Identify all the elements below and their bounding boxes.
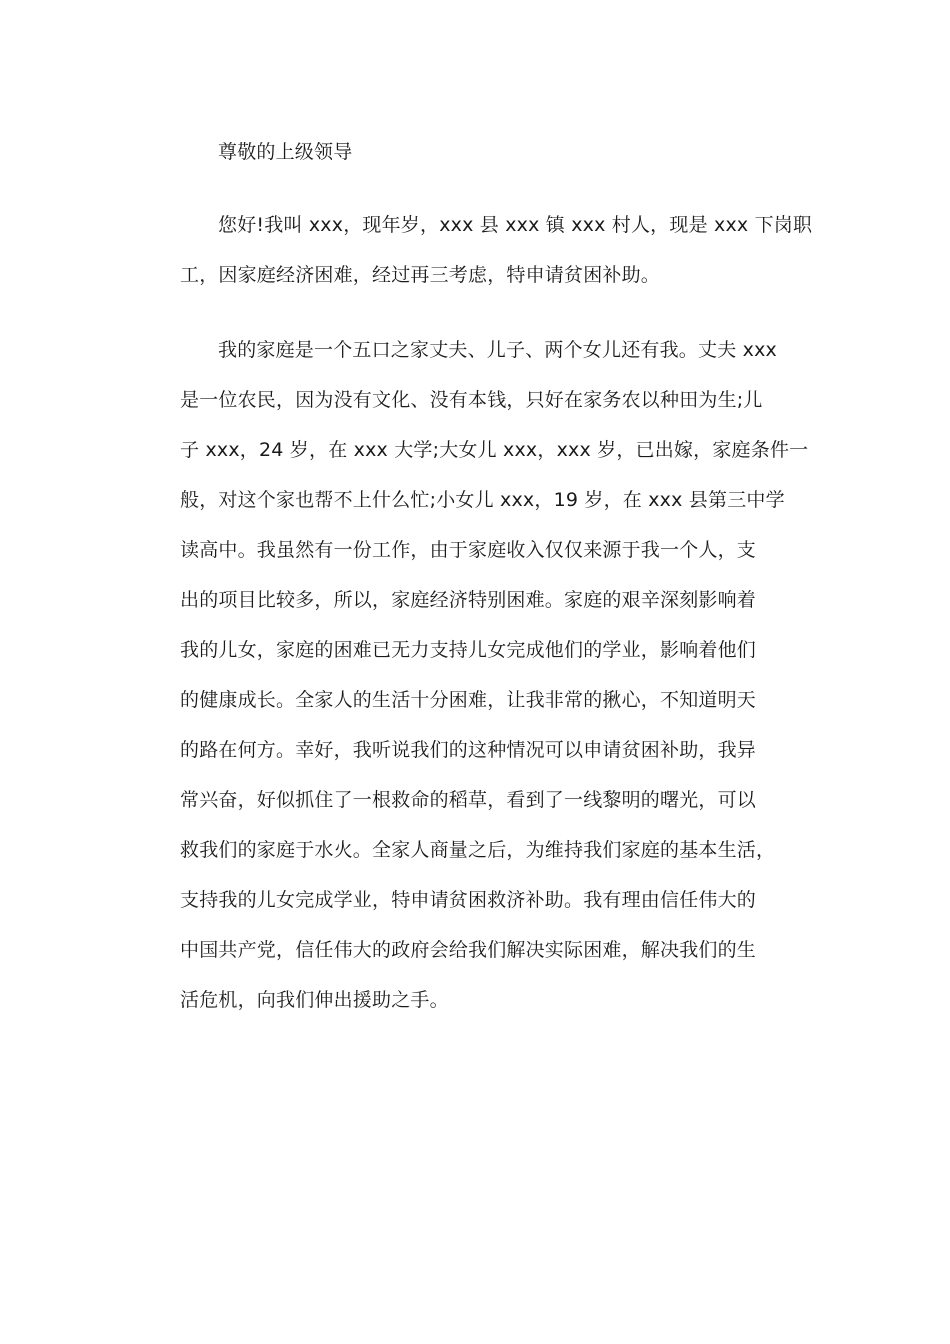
paragraph-line: 救我们的家庭于水火。全家人商量之后，为维持我们家庭的基本生活， [180,839,776,861]
paragraph-line: 常兴奋，好似抓住了一根救命的稻草，看到了一线黎明的曙光，可以 [180,789,757,811]
paragraph-line: 的健康成长。全家人的生活十分困难，让我非常的揪心，不知道明天 [180,689,757,711]
paragraph-line: 工，因家庭经济困难，经过再三考虑，特申请贫困补助。 [180,264,661,286]
paragraph-family [180,325,809,1025]
salutation [180,127,780,177]
paragraph-line: 是一位农民，因为没有文化、没有本钱，只好在家务农以种田为生;儿 [180,389,763,411]
paragraph-line: 子 xxx，24 岁，在 xxx 大学;大女儿 xxx，xxx 岁，已出嫁，家庭条件一 [180,439,809,461]
paragraph-intro [180,200,813,300]
paragraph-line: 支持我的儿女完成学业，特申请贫困救济补助。我有理由信任伟大的 [180,889,757,911]
paragraph-line: 读高中。我虽然有一份工作，由于家庭收入仅仅来源于我一个人，支 [180,539,757,561]
salutation-text: 尊敬的上级领导 [218,141,353,163]
paragraph-line: 我的家庭是一个五口之家丈夫、儿子、两个女儿还有我。丈夫 xxx [218,339,777,361]
paragraph-line: 的路在何方。幸好，我听说我们的这种情况可以申请贫困补助，我异 [180,739,757,761]
paragraph-line: 出的项目比较多，所以，家庭经济特别困难。家庭的艰辛深刻影响着 [180,589,757,611]
paragraph-line: 般，对这个家也帮不上什么忙;小女儿 xxx，19 岁，在 xxx 县第三中学 [180,489,785,511]
paragraph-line: 中国共产党，信任伟大的政府会给我们解决实际困难，解决我们的生 [180,939,757,961]
paragraph-line: 活危机，向我们伸出援助之手。 [180,989,449,1011]
paragraph-line: 我的儿女，家庭的困难已无力支持儿女完成他们的学业，影响着他们 [180,639,757,661]
paragraph-line: 您好!我叫 xxx，现年岁，xxx 县 xxx 镇 xxx 村人，现是 xxx 下岗职 [218,214,813,236]
